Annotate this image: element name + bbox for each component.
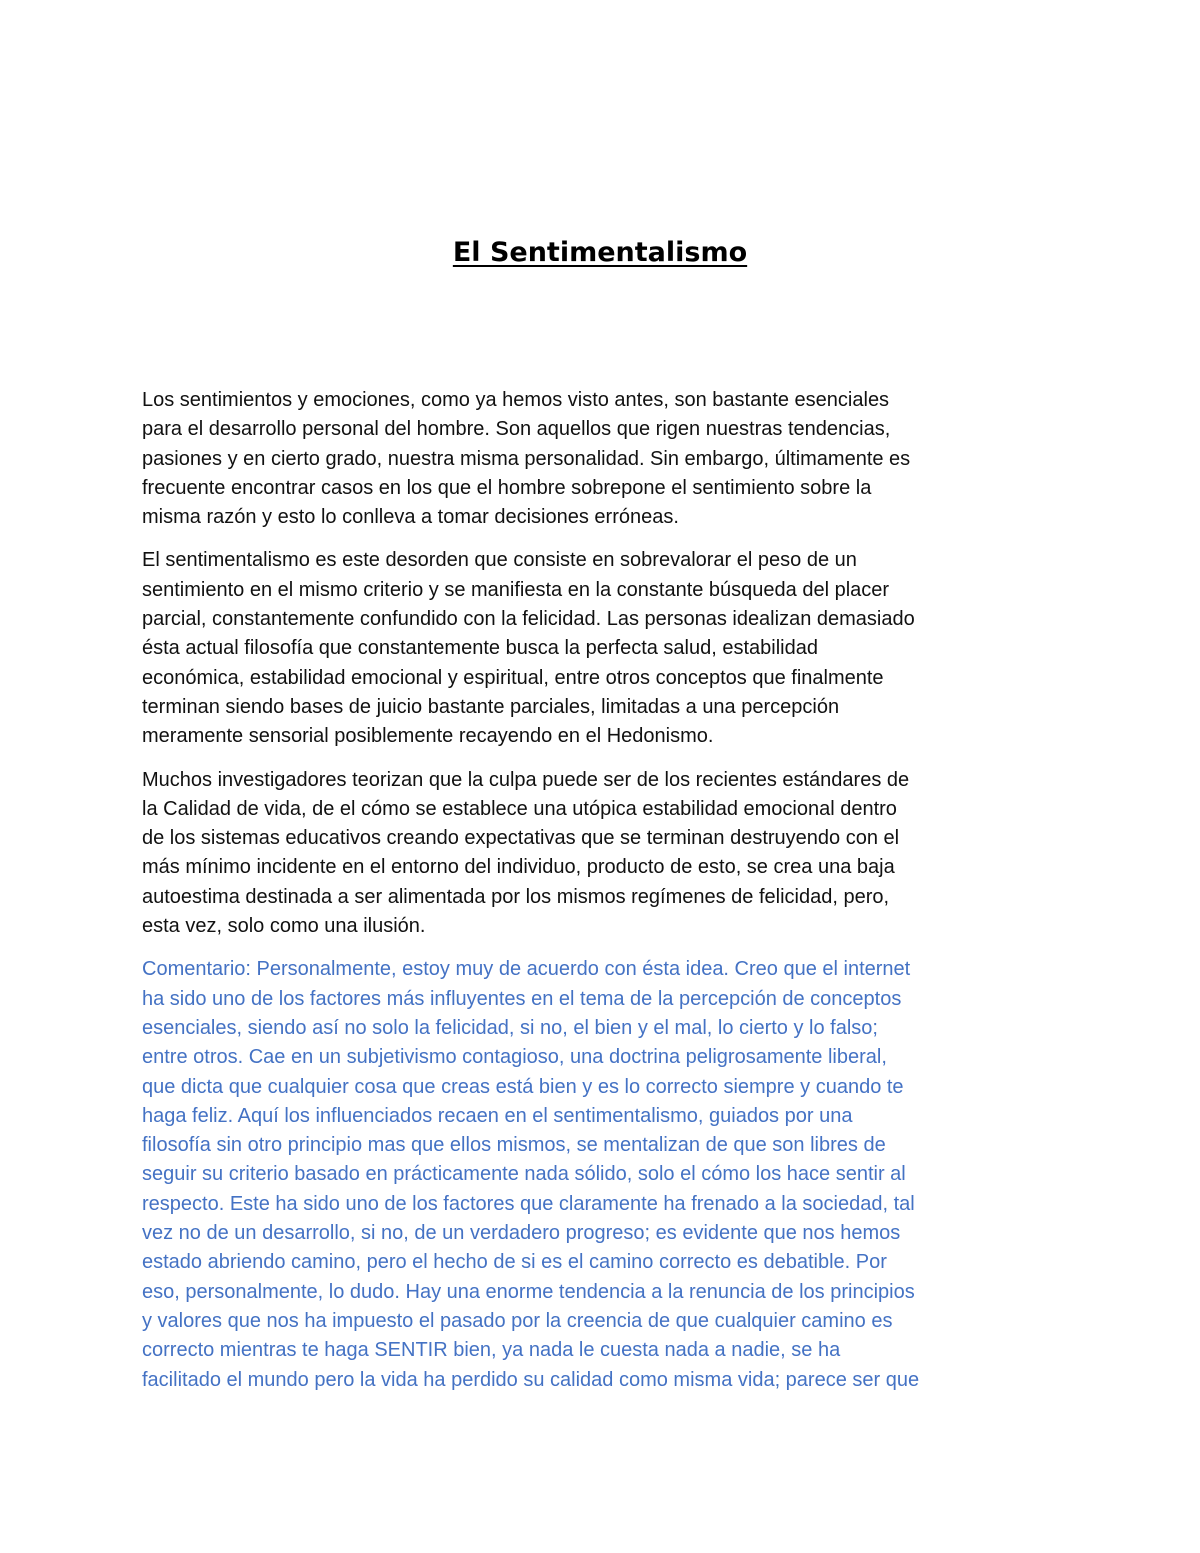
paragraph-research: Muchos investigadores teorizan que la culpa puede ser de los recientes estándares de la Calidad de vida, de el cómo se establece una utópica estabilidad emocional dentro de los sistemas educativos creando expectativas que se terminan destruyendo con el más mínimo incidente en el entorno del individuo, producto de esto, se crea una baja autoestima destinada a ser alimentada por los mismos regímenes de felicidad, pero, esta vez, solo como una ilusión. bbox=[142, 768, 910, 938]
paragraph-intro: Los sentimientos y emociones, como ya hemos visto antes, son bastante esenciales para el desarrollo personal del hombre. Son aquellos que rigen nuestras tendencias, pasiones y en cierto grado, nuestra misma personalidad. Sin embargo, últimamente es frecuente encontrar casos en los que el hombre sobrepone el sentimiento sobre la misma razón y esto lo conlleva a tomar decisiones erróneas. bbox=[142, 389, 911, 529]
comment-paragraph: Comentario: Personalmente, estoy muy de acuerdo con ésta idea. Creo que el internet ha sido uno de los factores más influyentes en el tema de la percepción de conceptos esenciales, siendo así no solo la felicidad, si no, el bien y el mal, lo cierto y lo falso; entre otros. Cae en un subjetivismo contagioso, una doctrina peligrosamente liberal, que dicta que cualquier cosa que creas está bien y es lo correcto siempre y cuando te haga feliz. Aquí los influenciados recaen en el sentimentalismo, guiados por una filosofía sin otro principio mas que ellos mismos, se mentalizan de que son libres de seguir su criterio basado en prácticamente nada sólido, solo el cómo los hace sentir al respecto. Este ha sido uno de los factores que claramente ha frenado a la sociedad, tal vez no de un desarrollo, si no, de un verdadero progreso; es evidente que nos hemos estado abriendo camino, pero el hecho de si es el camino correcto es debatible. Por eso, personalmente, lo dudo. Hay una enorme tendencia a la renuncia de los principios y valores que nos ha impuesto el pasado por la creencia de que cualquier camino es correcto mientras te haga SENTIR bien, ya nada le cuesta nada a nadie, se ha facilitado el mundo pero la vida ha perdido su calidad como misma vida; parece ser que bbox=[142, 958, 920, 1391]
document-body bbox=[142, 386, 1062, 1409]
document-title: El Sentimentalismo bbox=[452, 237, 748, 268]
paragraph-definition: El sentimentalismo es este desorden que consiste en sobrevalorar el peso de un sentimiento en el mismo criterio y se manifiesta en la constante búsqueda del placer parcial, constantemente confundido con la felicidad. Las personas idealizan demasiado ésta actual filosofía que constantemente busca la perfecta salud, estabilidad económica, estabilidad emocional y espiritual, entre otros conceptos que finalmente terminan siendo bases de juicio bastante parciales, limitadas a una percepción meramente sensorial posiblemente recayendo en el Hedonismo. bbox=[142, 549, 915, 748]
